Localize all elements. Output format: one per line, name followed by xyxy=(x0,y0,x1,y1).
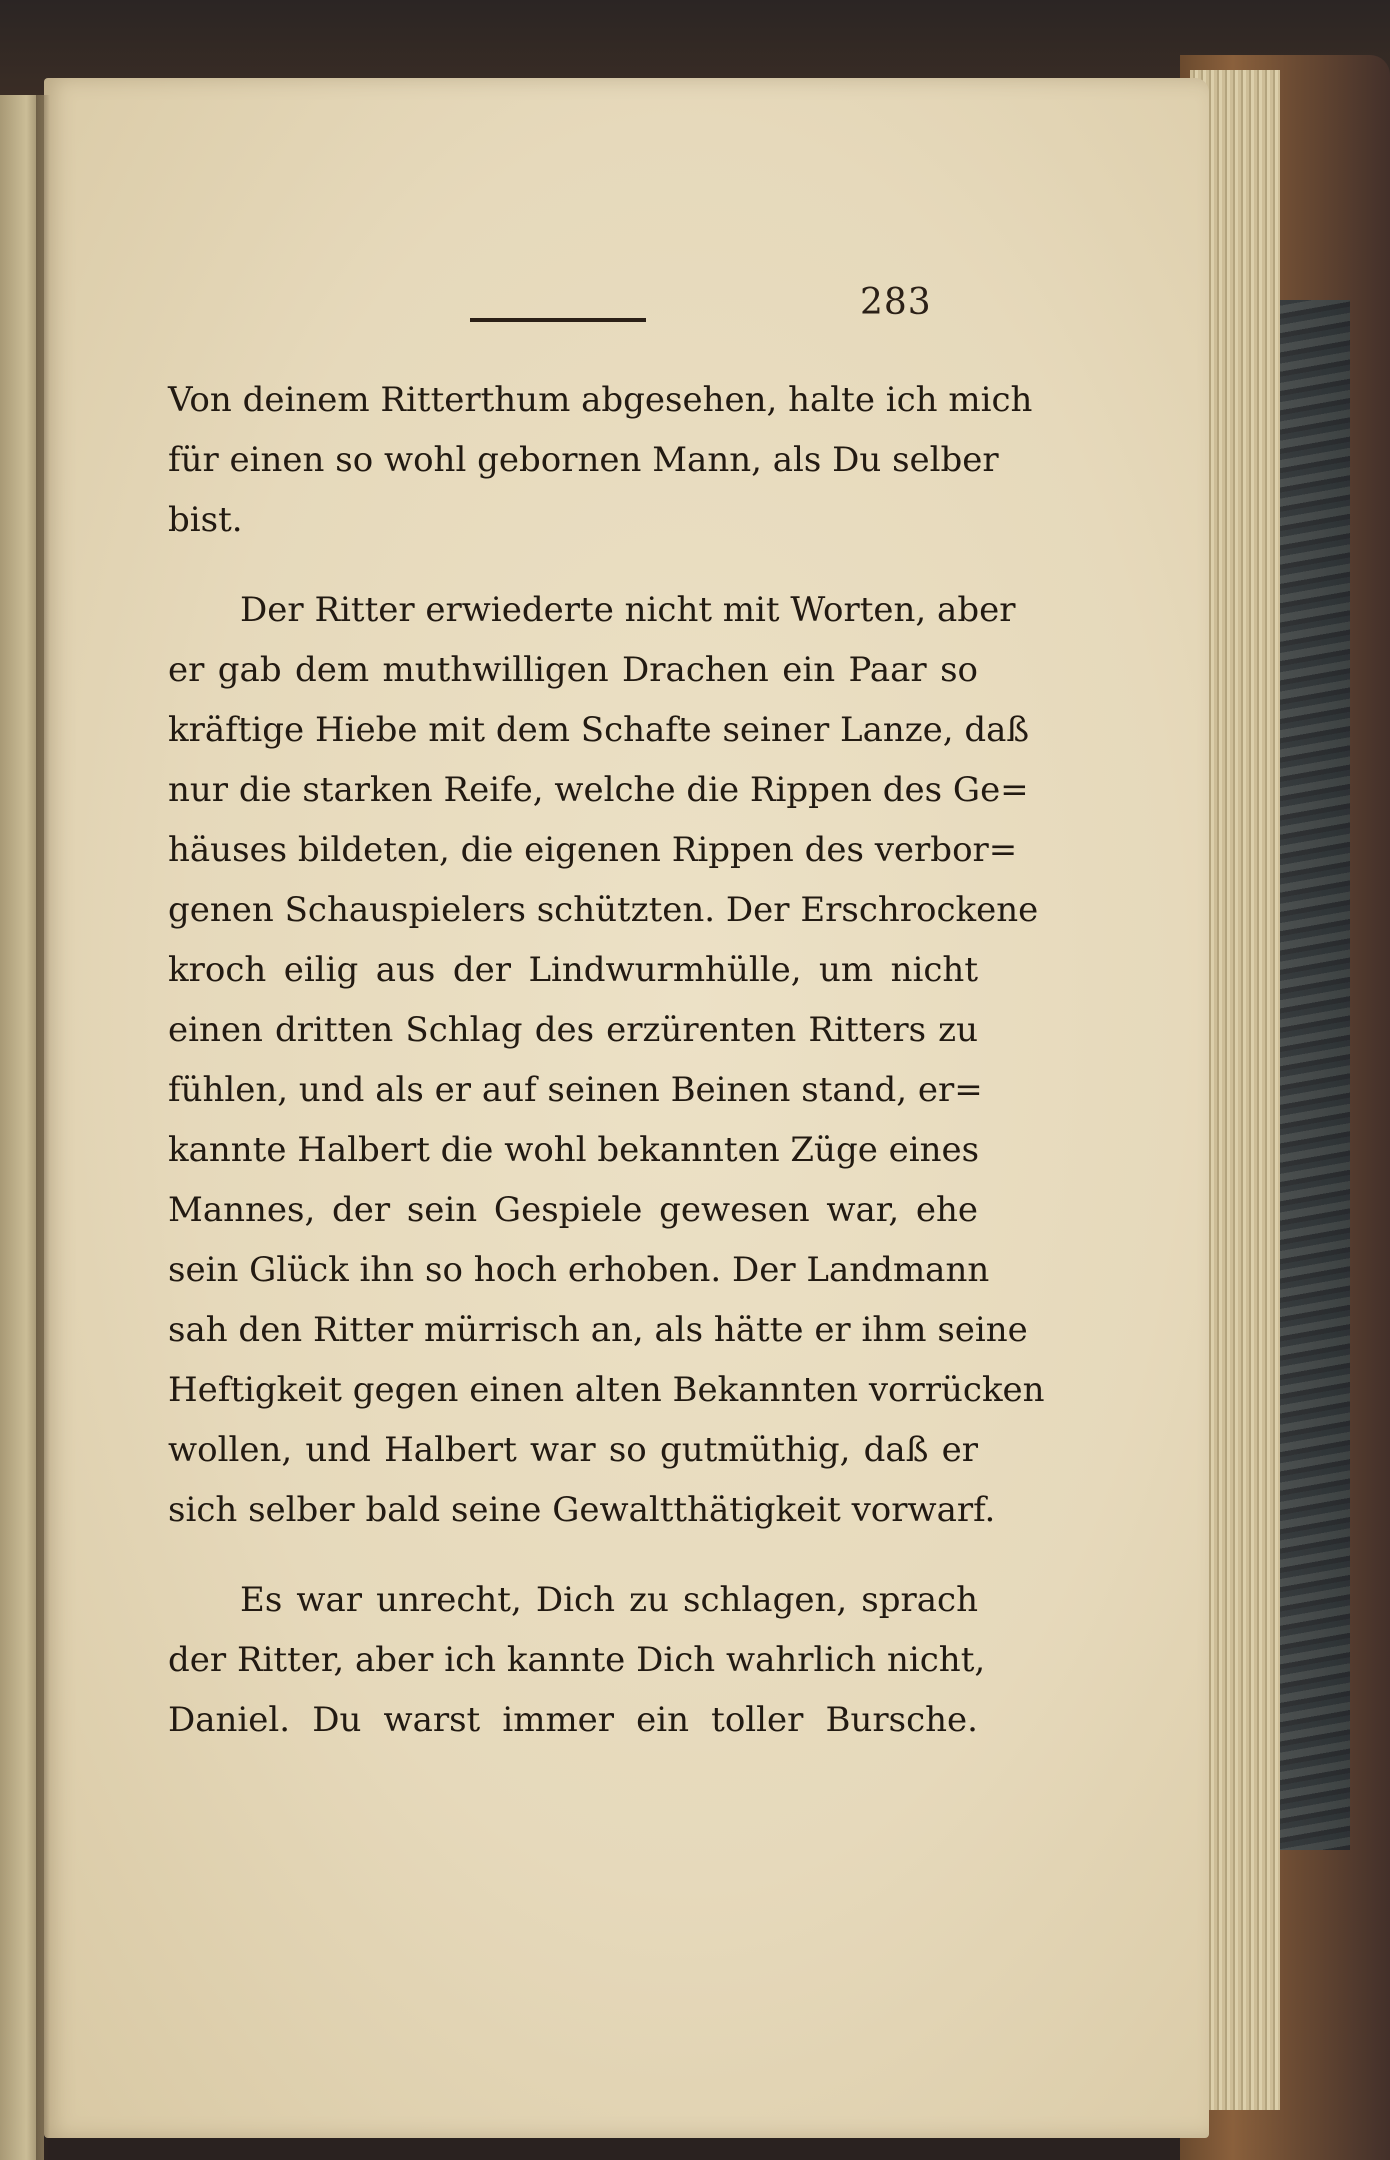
text-line: für einen so wohl gebornen Mann, als Du selber xyxy=(168,440,999,480)
marbled-cover-edge xyxy=(1278,300,1350,1850)
text-line: kroch eilig aus der Lindwurmhülle, um nicht xyxy=(168,950,978,990)
text-line: er gab dem muthwilligen Drachen ein Paar so xyxy=(168,650,978,690)
text-line: Der Ritter erwiederte nicht mit Worten, aber xyxy=(240,590,1016,630)
text-line: einen dritten Schlag des erzürenten Ritters zu xyxy=(168,1010,978,1050)
page-gutter xyxy=(36,95,50,2160)
text-line: Mannes, der sein Gespiele gewesen war, ehe xyxy=(168,1190,978,1230)
text-line: Daniel. Du warst immer ein toller Bursche. xyxy=(168,1700,978,1740)
text-line: kräftige Hiebe mit dem Schafte seiner Lanze, daß xyxy=(168,710,1030,750)
paragraph xyxy=(168,580,1045,1540)
text-line: bist. xyxy=(168,500,243,540)
text-line: nur die starken Reife, welche die Rippen des Ge= xyxy=(168,770,1029,810)
text-line: Heftigkeit gegen einen alten Bekannten vorrücken xyxy=(168,1370,1045,1410)
text-line: sein Glück ihn so hoch erhoben. Der Landmann xyxy=(168,1250,990,1290)
text-line: Von deinem Ritterthum abgesehen, halte ich mich xyxy=(168,380,1033,420)
text-line: der Ritter, aber ich kannte Dich wahrlich nicht, xyxy=(168,1640,986,1680)
text-line: wollen, und Halbert war so gutmüthig, daß er xyxy=(168,1430,978,1470)
header-rule xyxy=(470,318,646,322)
text-line: Es war unrecht, Dich zu schlagen, sprach xyxy=(240,1580,978,1620)
paragraph xyxy=(168,370,1033,550)
text-line: sich selber bald seine Gewaltthätigkeit vorwarf. xyxy=(168,1490,996,1530)
paragraph xyxy=(168,1570,986,1750)
text-line: genen Schauspielers schützten. Der Erschrockene xyxy=(168,890,1039,930)
page-number: 283 xyxy=(860,282,932,323)
text-line: fühlen, und als er auf seinen Beinen stand, er= xyxy=(168,1070,983,1110)
text-line: kannte Halbert die wohl bekannten Züge eines xyxy=(168,1130,980,1170)
text-line: sah den Ritter mürrisch an, als hätte er ihm seine xyxy=(168,1310,1028,1350)
text-line: häuses bildeten, die eigenen Rippen des verbor= xyxy=(168,830,1018,870)
body-text xyxy=(168,370,1045,1750)
